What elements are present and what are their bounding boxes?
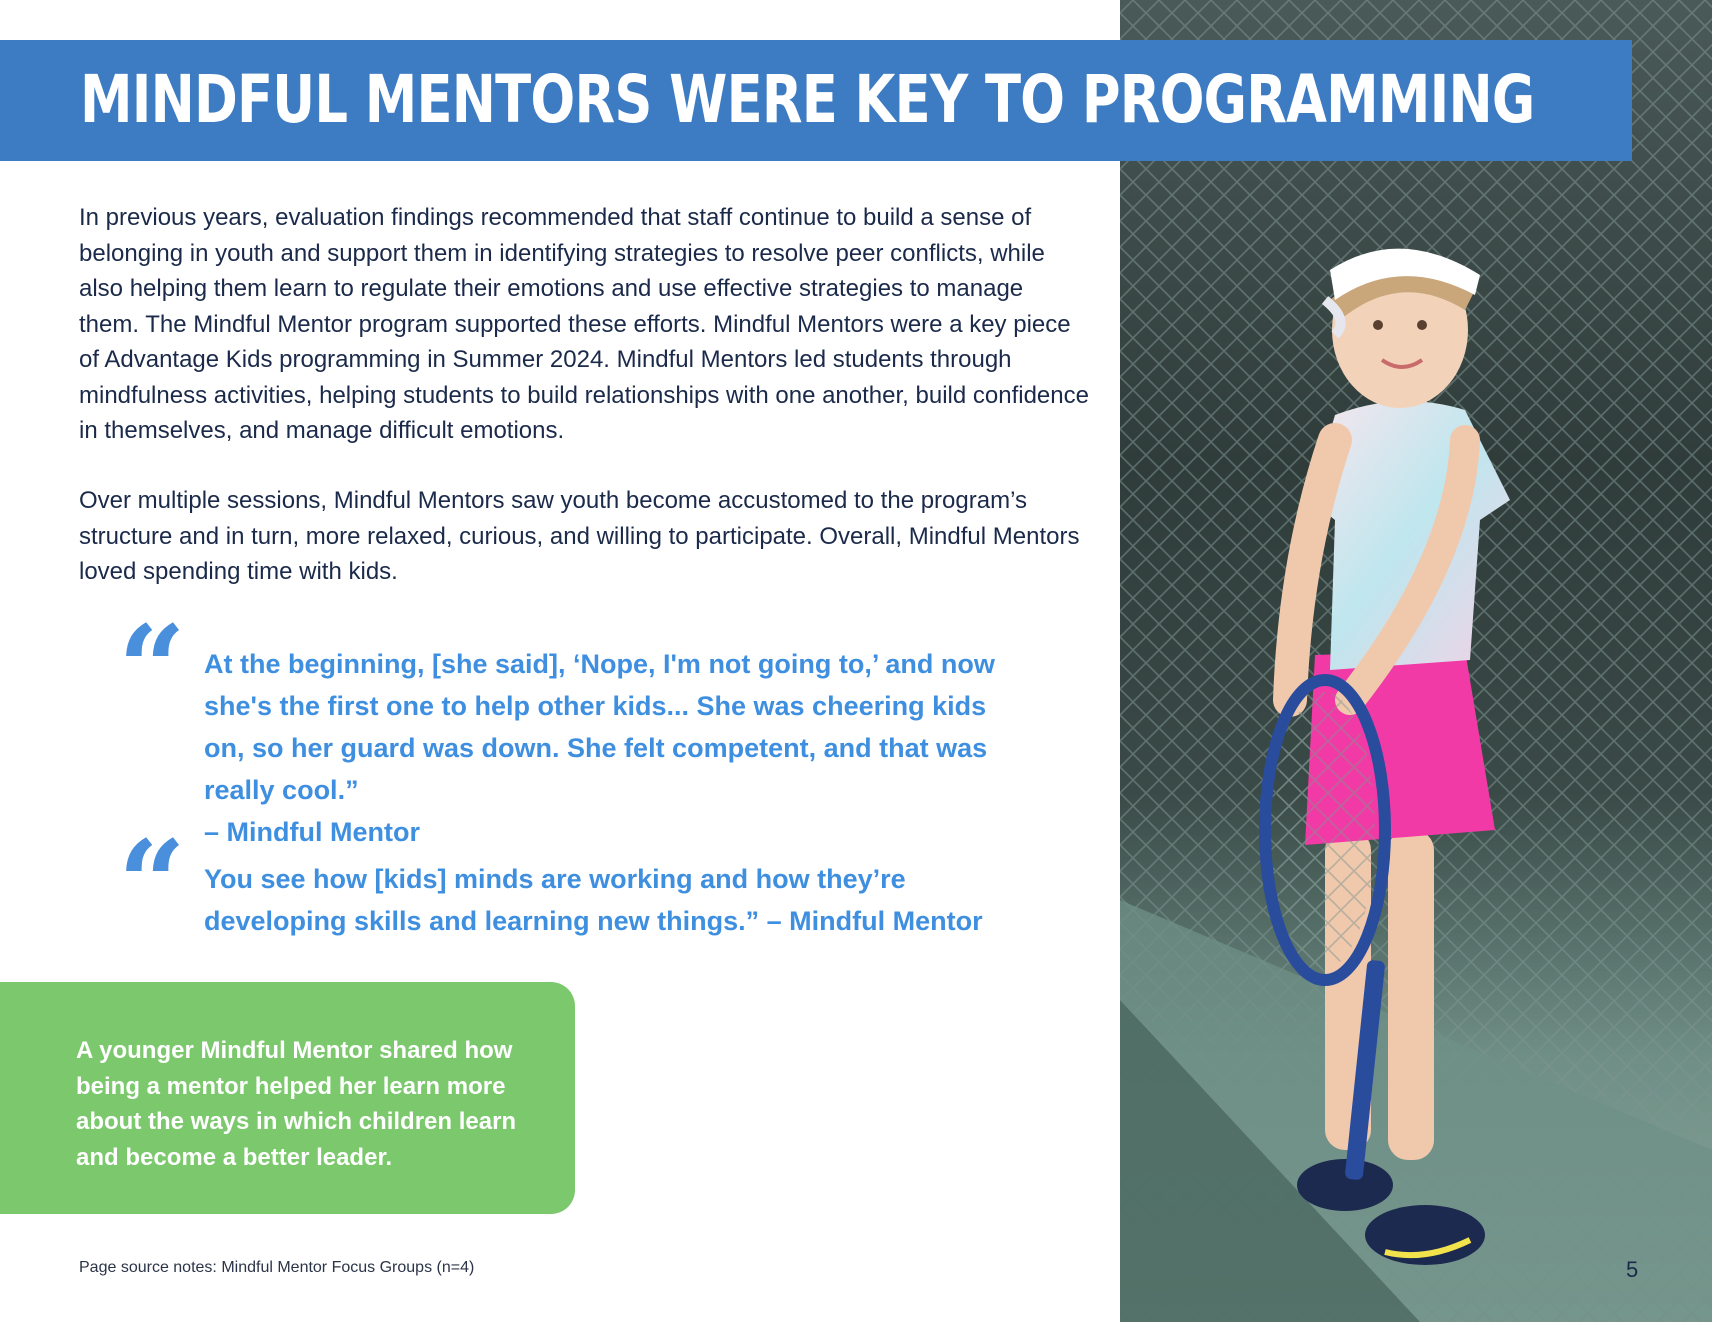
page-number: 5 xyxy=(1626,1257,1639,1282)
callout-text: A younger Mindful Mentor shared how being a mentor helped her learn more about the ways in which children learn and become a better leader. xyxy=(76,1037,517,1171)
quote-text: At the beginning, [she said], ‘Nope, I'm not going to,’ and now she's the first one to help other kids... She was cheering kids on, so her guard was down. She felt competent, and that was really cool.” xyxy=(204,649,995,805)
mentor-quote-1 xyxy=(204,643,1034,853)
intro-paragraph: In previous years, evaluation findings recommended that staff continue to build a sense of belonging in youth and support them in identifying strategies to resolve peer conflicts, while also helping them learn to regulate their emotions and use effective strategies to manage them. The Mindful Mentor program supported these efforts. Mindful Mentors were a key piece of Advantage Kids programming in Summer 2024. Mindful Mentors led students through mindfulness activities, helping students to build relationships with one another, build confidence in themselves, and manage difficult emotions. xyxy=(79,204,1089,444)
page-title: MINDFUL MENTORS WERE KEY TO PROGRAMMING xyxy=(80,61,1535,138)
quote-mark-icon: “ xyxy=(118,814,186,953)
mentor-quote-2: You see how [kids] minds are working and how they’re developing skills and learning new things.” – Mindful Mentor xyxy=(204,864,983,936)
quote-attribution: – Mindful Mentor xyxy=(204,817,420,847)
source-note: Page source notes: Mindful Mentor Focus Groups (n=4) xyxy=(79,1259,475,1276)
photo-girl-with-tennis-racket xyxy=(1120,0,1712,1322)
quote-mark-icon: “ xyxy=(118,599,186,738)
sessions-paragraph: Over multiple sessions, Mindful Mentors saw youth become accustomed to the program’s structure and in turn, more relaxed, curious, and willing to participate. Overall, Mindful Mentors loved spending time with kids. xyxy=(79,487,1080,585)
